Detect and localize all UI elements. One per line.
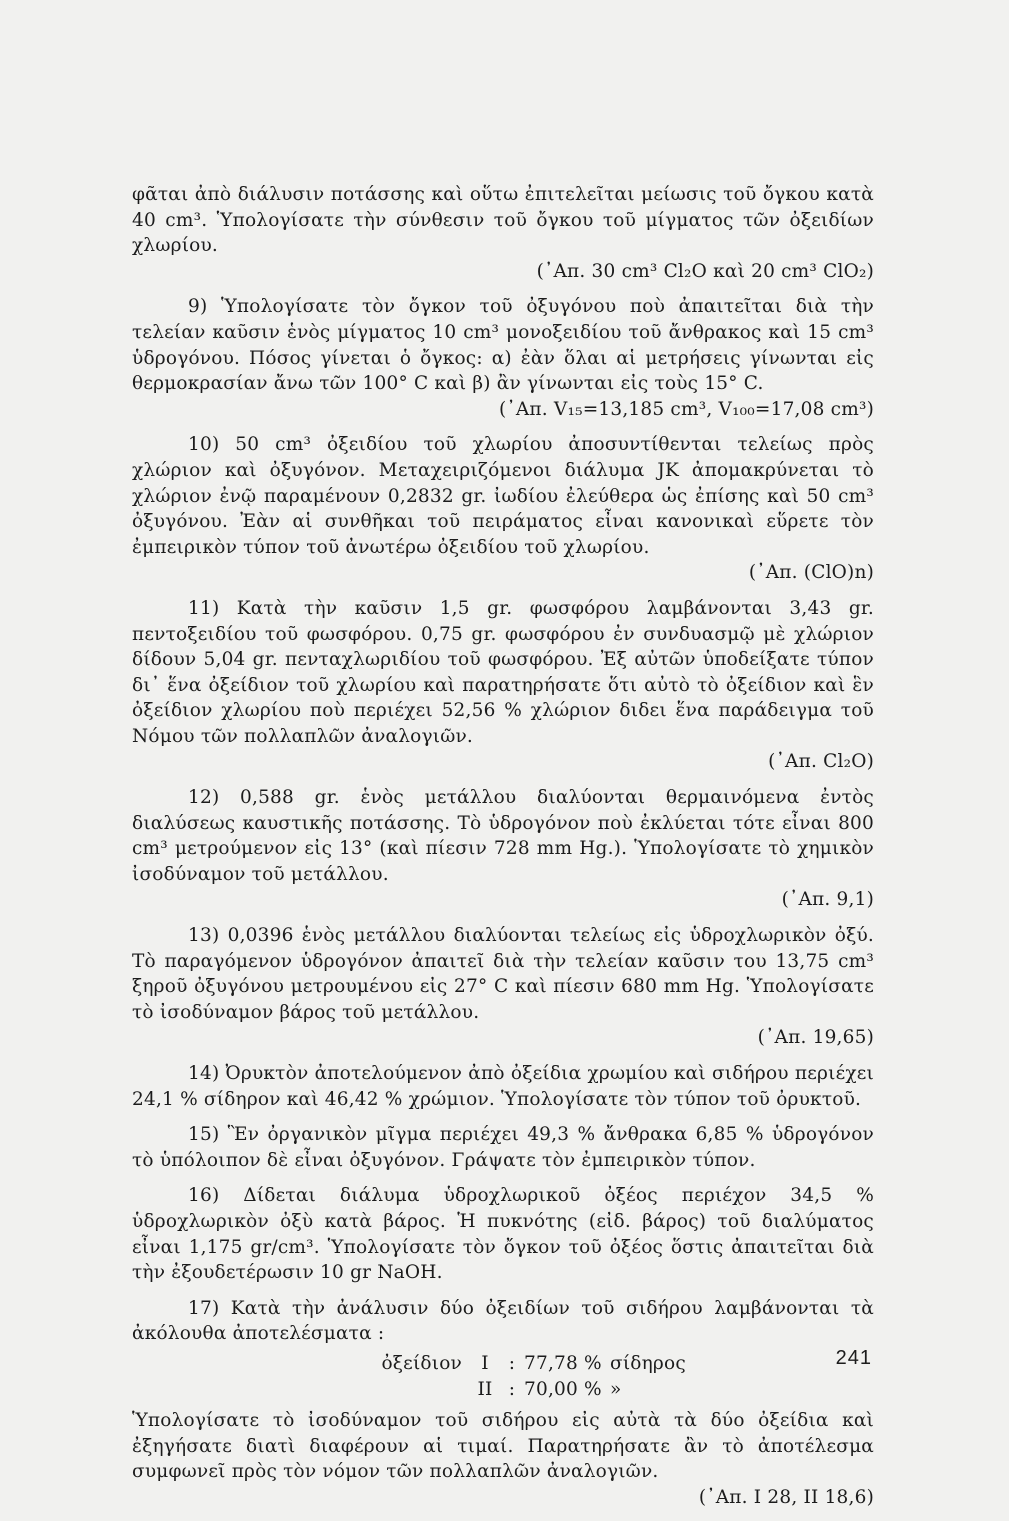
problem-14 bbox=[132, 1061, 874, 1112]
intro-paragraph bbox=[132, 182, 874, 284]
problem-11 bbox=[132, 596, 874, 775]
problem-text: 16) Δίδεται διάλυμα ὑδροχλωρικοῦ ὀξέος περιέχον 34,5 % ὑδροχλωρικὸν ὀξὺ κατὰ βάρος. Ἡ πυκνότης (εἰδ. βάρος) τοῦ διαλύματος εἶναι 1,175 gr/cm³. Ὑπολογίσατε τὸν ὄγκον τοῦ ὀξέος ὅστις ἀπαιτεῖται διὰ τὴν ἐξουδετέρωσιν 10 gr NaOH. bbox=[132, 1185, 874, 1284]
table-cell: ὀξείδιον bbox=[381, 1352, 462, 1374]
problem-17-answer: (᾽Απ. I 28, II 18,6) bbox=[698, 1486, 874, 1508]
intro-answer: (᾽Απ. 30 cm³ Cl₂O καὶ 20 cm³ ClO₂) bbox=[536, 260, 874, 282]
problem-text: 13) 0,0396 ἑνὸς μετάλλου διαλύονται τελείως εἰς ὑδροχλωρικὸν ὀξύ. Τὸ παραγόμενον ὑδρογόνον ἀπαιτεῖ διὰ τὴν τελείαν καῦσιν του 13,75 cm³ ξηροῦ ὀξυγόνου μετρουμένου εἰς 27° C καὶ πίεσιν 680 mm Hg. Ὑπολογίσατε τὸ ἰσοδύναμον βάρος τοῦ μετάλλου. bbox=[132, 925, 874, 1023]
problem-text: 10) 50 cm³ ὀξειδίου τοῦ χλωρίου ἀποσυντίθενται τελείως πρὸς χλώριον καὶ ὀξυγόνον. Μεταχειριζόμενοι διάλυμα JK ἀπομακρύνεται τὸ χλώριον ἐνῷ παραμένουν 0,2832 gr. ἰωδίου ἐλεύθερα ὡς ἐπίσης καὶ 50 cm³ ὀξυγόνου. Ἐὰν αἱ συνθῆκαι τοῦ πειράματος εἶναι κανονικαὶ εὕρετε τὸν ἐμπειρικὸν τύπον τοῦ ἀνωτέρω ὀξειδίου τοῦ χλωρίου. bbox=[132, 434, 874, 558]
problem-text: 9) Ὑπολογίσατε τὸν ὄγκον τοῦ ὀξυγόνου ποὺ ἀπαιτεῖται διὰ τὴν τελείαν καῦσιν ἑνὸς μίγματος 10 cm³ μονοξειδίου τοῦ ἄνθρακος καὶ 15 cm³ ὑδρογόνου. Πόσος γίνεται ὁ ὄγκος: α) ἐὰν ὅλαι αἱ μετρήσεις γίνωνται εἰς θερμοκρασίαν ἄνω τῶν 100° C καὶ β) ἂν γίνωνται εἰς τοὺς 15° C. bbox=[132, 296, 874, 395]
table-cell: : bbox=[508, 1378, 516, 1400]
problem-13 bbox=[132, 923, 874, 1051]
problem-9 bbox=[132, 294, 874, 422]
table-cell: : bbox=[508, 1352, 516, 1374]
problem-16 bbox=[132, 1183, 874, 1285]
problem-answer: (᾽Απ. (ClO)n) bbox=[748, 562, 874, 584]
problem-text: 14) Ὀρυκτὸν ἀποτελούμενον ἀπὸ ὀξείδια χρωμίου καὶ σιδήρου περιέχει 24,1 % σίδηρον καὶ 46,42 % χρώμιον. Ὑπολογίσατε τὸν τύπον τοῦ ὀρυκτοῦ. bbox=[132, 1063, 874, 1110]
table-row bbox=[132, 1351, 874, 1377]
problem-text: 11) Κατὰ τὴν καῦσιν 1,5 gr. φωσφόρου λαμβάνονται 3,43 gr. πεντοξειδίου τοῦ φωσφόρου. 0,75 gr. φωσφόρου ἐν συνδυασμῷ μὲ χλώριον δίδουν 5,04 gr. πενταχλωριδίου τοῦ φωσφόρου. Ἐξ αὐτῶν ὑποδείξατε τύπον δι᾽ ἕνα ὀξείδιον τοῦ χλωρίου καὶ παρατηρήσατε ὅτι αὐτὸ τὸ ὀξείδιον καὶ ἓν ὀξείδιον χλωρίου ποὺ περιέχει 52,56 % χλώριον διδει ἕνα παράδειγμα τοῦ Νόμου τῶν πολλαπλῶν ἀναλογιῶν. bbox=[132, 597, 874, 747]
problem-17-text: Ὑπολογίσατε τὸ ἰσοδύναμον τοῦ σιδήρου εἰς αὐτὰ τὰ δύο ὀξείδια καὶ ἐξηγήσατε διατὶ διαφέρουν αἱ τιμαί. Παρατηρήσατε ἂν τὸ ἀποτέλεσμα συμφωνεῖ πρὸς τὸν νόμον τῶν πολλαπλῶν ἀναλογιῶν. bbox=[132, 1410, 874, 1483]
table-cell: σίδηρος bbox=[610, 1352, 686, 1374]
problem-17 bbox=[132, 1296, 874, 1511]
problem-text: 15) Ἓν ὀργανικὸν μῖγμα περιέχει 49,3 % ἄνθρακα 6,85 % ὑδρογόνον τὸ ὑπόλοιπον δὲ εἶναι ὀξυγόνον. Γράψατε τὸν ἐμπειρικὸν τύπον. bbox=[132, 1124, 874, 1171]
problem-12 bbox=[132, 785, 874, 913]
table-cell: I bbox=[481, 1352, 489, 1374]
problem-10 bbox=[132, 432, 874, 586]
problem-17-intro: 17) Κατὰ τὴν ἀνάλυσιν δύο ὀξειδίων τοῦ σιδήρου λαμβάνονται τὰ ἀκόλουθα ἀποτελέσματα : bbox=[132, 1297, 874, 1345]
oxide-results-table bbox=[132, 1351, 874, 1402]
problem-answer: (᾽Απ. 19,65) bbox=[757, 1027, 874, 1049]
problem-text: 12) 0,588 gr. ἑνὸς μετάλλου διαλύονται θερμαινόμενα ἐντὸς διαλύσεως καυστικῆς ποτάσσης. Τὸ ὑδρογόνον ποὺ ἐκλύεται τότε εἶναι 800 cm³ μετρούμενον εἰς 13° (καὶ πίεσιν 728 mm Hg.). Ὑπολογίσατε τὸ χημικὸν ἰσοδύναμον τοῦ μετάλλου. bbox=[132, 787, 874, 885]
table-cell: » bbox=[610, 1378, 622, 1400]
page-number: 241 bbox=[835, 1347, 872, 1369]
table-cell: 70,00 % bbox=[524, 1378, 602, 1400]
table-cell: II bbox=[477, 1378, 493, 1400]
problem-answer: (᾽Απ. V₁₅=13,185 cm³, V₁₀₀=17,08 cm³) bbox=[498, 398, 874, 420]
problem-answer: (᾽Απ. Cl₂O) bbox=[768, 751, 874, 773]
text-block bbox=[132, 182, 874, 1521]
table-cell bbox=[132, 1377, 470, 1403]
problem-15 bbox=[132, 1122, 874, 1173]
intro-text: φᾶται ἀπὸ διάλυσιν ποτάσσης καὶ οὕτω ἐπιτελεῖται μείωσις τοῦ ὄγκου κατὰ 40 cm³. Ὑπολογίσατε τὴν σύνθεσιν τοῦ ὄγκου τοῦ μίγματος τῶν ὀξειδίων χλωρίου. bbox=[132, 184, 874, 257]
table-row bbox=[132, 1377, 874, 1403]
table-cell: 77,78 % bbox=[524, 1352, 602, 1374]
problem-answer: (᾽Απ. 9,1) bbox=[781, 889, 874, 911]
